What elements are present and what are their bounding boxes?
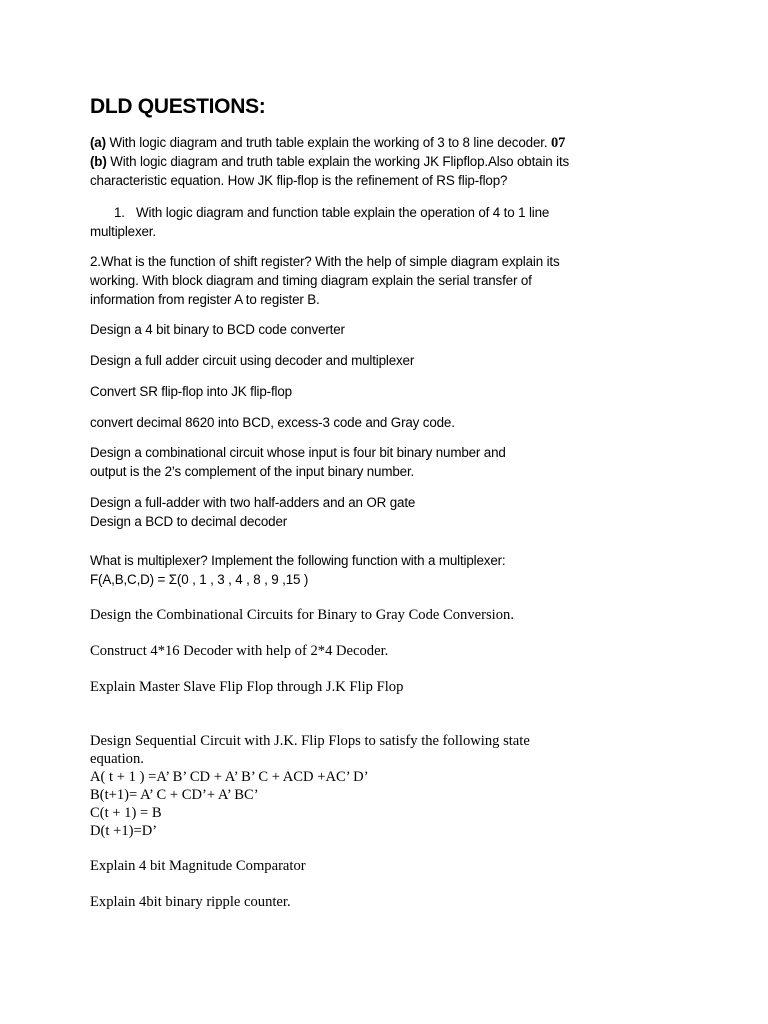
question-b-text: With logic diagram and truth table explain the working JK Flipflop.Also obtain its	[106, 154, 570, 170]
question-full-adder-decoder	[90, 351, 650, 370]
equation-d: D(t +1)=D’	[90, 823, 158, 839]
question-sequential-line1: Design Sequential Circuit with J.K. Flip Flops to satisfy the following state	[90, 733, 530, 749]
question-1-text: With logic diagram and function table explain the operation of 4 to 1 line	[136, 205, 550, 220]
question-gray-code	[90, 606, 650, 624]
question-sr-to-jk	[90, 382, 650, 401]
question-convert-8620	[90, 413, 650, 432]
question-master-slave	[90, 678, 650, 696]
question-2-line2: working. With block diagram and timing diagram explain the serial transfer of	[90, 273, 532, 289]
question-1-number: 1.	[114, 205, 125, 220]
question-decoder-4x16	[90, 642, 650, 660]
question-a-b	[90, 133, 650, 191]
question-multiplexer-line1: What is multiplexer? Implement the following function with a multiplexer:	[90, 553, 506, 568]
question-bcd-converter-text: Design a 4 bit binary to BCD code converter	[90, 322, 345, 337]
question-1	[90, 203, 650, 241]
question-half-adders-line2: Design a BCD to decimal decoder	[90, 514, 288, 530]
question-1-line2: multiplexer.	[90, 224, 156, 240]
question-master-slave-text: Explain Master Slave Flip Flop through J.K Flip Flop	[90, 679, 404, 695]
question-half-adders	[90, 493, 650, 531]
question-a-label: (a)	[90, 135, 106, 150]
question-a-text: With logic diagram and truth table explain the working of 3 to 8 line decoder.	[105, 135, 551, 150]
question-bcd-converter	[90, 320, 650, 339]
equation-c: C(t + 1) = B	[90, 805, 162, 821]
question-sequential	[90, 732, 650, 840]
question-ripple-counter-text: Explain 4bit binary ripple counter.	[90, 894, 291, 910]
question-a-marks: 07	[550, 135, 566, 151]
question-convert-8620-text: convert decimal 8620 into BCD, excess-3 code and Gray code.	[90, 415, 455, 430]
question-gray-code-text: Design the Combinational Circuits for Binary to Gray Code Conversion.	[90, 607, 514, 623]
question-ripple-counter	[90, 893, 650, 911]
question-twos-complement-line1: Design a combinational circuit whose input is four bit binary number and	[90, 445, 506, 460]
question-a	[90, 133, 650, 152]
question-multiplexer	[90, 551, 650, 589]
question-magnitude-comparator-text: Explain 4 bit Magnitude Comparator	[90, 858, 306, 874]
question-full-adder-decoder-text: Design a full adder circuit using decoder and multiplexer	[90, 353, 415, 368]
question-multiplexer-function: F(A,B,C,D) = Σ(0 , 1 , 3 , 4 , 8 , 9 ,15 )	[90, 572, 309, 588]
question-b-line2: characteristic equation. How JK flip-flop is the refinement of RS flip-flop?	[90, 173, 508, 189]
question-magnitude-comparator	[90, 857, 650, 875]
question-b-line1	[90, 152, 650, 171]
question-sr-to-jk-text: Convert SR flip-flop into JK flip-flop	[90, 384, 292, 399]
question-2	[90, 252, 650, 310]
question-sequential-line2: equation.	[90, 751, 144, 767]
question-half-adders-line1: Design a full-adder with two half-adders and an OR gate	[90, 495, 416, 510]
question-twos-complement-line2: output is the 2’s complement of the input binary number.	[90, 464, 415, 480]
question-twos-complement	[90, 443, 650, 481]
question-1-line1	[90, 203, 650, 222]
question-decoder-4x16-text: Construct 4*16 Decoder with help of 2*4 Decoder.	[90, 643, 389, 659]
equation-a: A( t + 1 ) =A’ B’ CD + A’ B’ C + ACD +AC’ D’	[90, 769, 369, 785]
equation-b: B(t+1)= A’ C + CD’+ A’ BC’	[90, 787, 259, 803]
document-title: DLD QUESTIONS:	[90, 95, 266, 118]
question-2-line1: 2.What is the function of shift register? With the help of simple diagram explain its	[90, 254, 560, 269]
question-2-line3: information from register A to register B.	[90, 292, 320, 308]
question-b-label: (b)	[90, 154, 107, 170]
